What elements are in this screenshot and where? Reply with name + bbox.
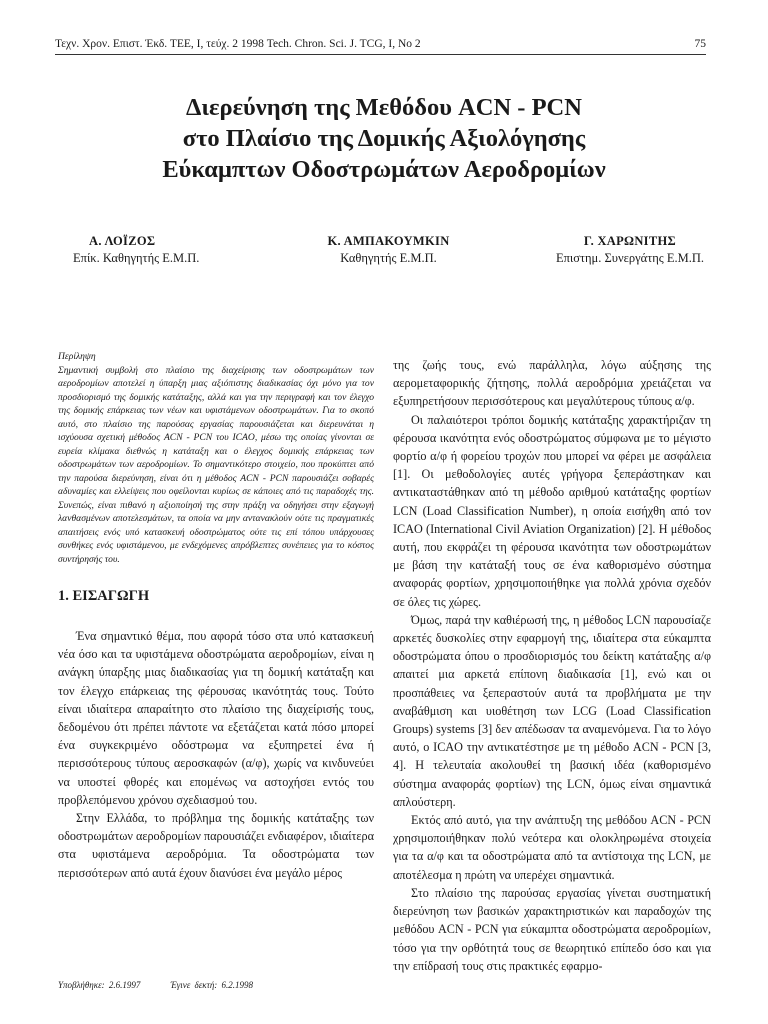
author-list: [55, 234, 706, 266]
right-column-body: [393, 356, 711, 975]
author-name: Κ. ΑΜΠΑΚΟΥΜΚΙΝ: [327, 234, 450, 248]
submitted-date: Υποβλήθηκε: 2.6.1997: [58, 980, 141, 990]
abstract: [58, 350, 374, 566]
author-2: [283, 234, 493, 266]
left-column: [58, 350, 374, 882]
paragraph: Στην Ελλάδα, το πρόβλημα της δομικής κατάταξης των οδοστρωμάτων αεροδρομίων παρουσιάζει ενδιαφέρον, ιδιαίτερα στα υφιστάμενα αεροδρόμια. Τα οδοστρώματα των περισσότερων από αυτά έχουν διανύσει ένα μεγάλο μέρος: [58, 811, 374, 880]
author-affiliation: Επίκ. Καθηγητής Ε.Μ.Π.: [73, 251, 200, 265]
author-affiliation: Επιστημ. Συνεργάτης Ε.Μ.Π.: [555, 251, 704, 265]
title-line-1: Διερεύνηση της Μεθόδου ACN - PCN: [186, 94, 582, 121]
paragraph: Όμως, παρά την καθιέρωσή της, η μέθοδος LCN παρουσίαζε αρκετές δυσκολίες στην εφαρμογή της, ιδιαίτερα στα εύκαμπτα οδοστρώματα όπου ο προσδιορισμός του δείκτη κατάταξης α/φ απαιτεί μια αρκετά επίπονη διαδικασία [1], ενώ και οι προσπάθειες να ξεπεραστούν αυτά τα προβλήματα με την αναβάθμιση και υιοθέτηση των LCG (Load Classification Groups) systems [3] δεν απέδωσαν τα αναμενόμενα. Για το λόγο αυτό, ο ICAO την αντικατέστησε με τη μέθοδο ACN - PCN [3, 4]. Η τελευταία ακολουθεί τη βασική ιδέα (καθορισμένο σύστημα αναφοράς φορτίων) της LCN, όμως είναι σημαντικά απλούστερη.: [393, 612, 711, 809]
section-1-body: [58, 627, 374, 882]
author-name: Α. ΛΟΪΖΟΣ: [89, 234, 156, 248]
paragraph: Εκτός από αυτό, για την ανάπτυξη της μεθόδου ACN - PCN χρησιμοποιήθηκαν πολύ νεότερα και ολοκληρωμένα στοιχεία για τα α/φ και τα οδοστρώματα από τα αντίστοιχα της LCN, με αποτέλεσμα η πρώτη να υπερέχει σημαντικά.: [393, 813, 711, 882]
abstract-heading: Περίληψη: [58, 351, 96, 362]
paragraph: Οι παλαιότεροι τρόποι δομικής κατάταξης χαρακτήριζαν τη φέρουσα ικανότητα ενός οδοστρώματος σύμφωνα με το μέγιστο φορτίο α/φ ή φορείου τροχών που μπορεί να φέρει με ασφάλεια [1]. Οι μεθοδολογίες αυτές γρήγορα ξεπεράστηκαν και αντικαταστάθηκαν από τη μέθοδο αριθμού κατάταξης φορτίων LCN (Load Classification Number), η οποία εισήχθη από τον ICAO (International Civil Aviation Organization) [2]. Η μέθοδος αυτή, που εκφράζει τη φέρουσα ικανότητα των οδοστρωμάτων με βάση την κατάταξή τους σε ένα καθορισμένο σύστημα αναφοράς φορτίων, χρησιμοποιήθηκε για πολλά χρόνια σχεδόν σε όλες τις χώρες.: [393, 412, 711, 609]
paragraph: Ένα σημαντικό θέμα, που αφορά τόσο στα υπό κατασκευή νέα όσο και τα υφιστάμενα οδοστρώματα αεροδρομίων, είναι η ανάγκη ύπαρξης μιας διαδικασίας για τη δομική κατάταξη και τον έλεγχο επάρκειας της φέρουσας ικανότητάς τους. Τούτο είναι ιδιαίτερα απαραίτητο στο πλαίσιο της διαχείρισής τους, δεδομένου ότι πρέπει πάντοτε να εξετάζεται κατά πόσο μπορεί ένα συγκεκριμένο οδόστρωμα να εξυπηρετεί ένα ή περισσότερους τύπους αεροσκαφών (α/φ), χωρίς να κινδυνεύει να υποστεί φθορές και επομένως να αστοχήσει εντός του προβλεπόμενου χρόνου σχεδιασμού του.: [58, 629, 374, 807]
right-column: [393, 356, 711, 975]
title-line-2: στο Πλαίσιο της Δομικής Αξιολόγησης: [182, 125, 586, 152]
author-affiliation: Καθηγητής Ε.Μ.Π.: [340, 251, 437, 265]
paragraph: Στο πλαίσιο της παρούσας εργασίας γίνεται συστηματική διερεύνηση των βασικών χαρακτηριστικών και παραδοχών της μεθόδου ACN - PCN για εύκαμπτα οδοστρώματα αεροδρομίων, τόσο για την ορθότητά τους σε θεωρητικό επίπεδο όσο και για την επίδρασή τους στις πρακτικές εφαρμο-: [393, 885, 711, 973]
author-1: [55, 234, 283, 266]
author-3: [494, 234, 706, 266]
accepted-date: Έγινε δεκτή: 6.2.1998: [170, 980, 254, 990]
author-name: Γ. ΧΑΡΩΝΙΤΗΣ: [583, 234, 676, 248]
abstract-text: Σημαντική συμβολή στο πλαίσιο της διαχείρισης των οδοστρωμάτων των αεροδρομίων αποτελεί η ύπαρξη μιας αξιόπιστης διαδικασίας όχι μόνο για τον προσδιορισμό της δομικής κατάταξης, αλλά και για την περιγραφή και τον έλεγχο της δομικής επάρκειας των νέων και υφιστάμενων οδοστρωμάτων. Για το σκοπό αυτό, στο πλαίσιο της παρούσας εργασίας παρουσιάζεται και διερευνάται η ισχύουσα σχετική μέθοδος ACN - PCN του ICAO, μέσω της οποίας γίνονται σε ευρεία κλίμακα διεθνώς η κατάταξη και ο έλεγχος δομικής επάρκειας των οδοστρωμάτων των αεροδρομίων. Το σημαντικότερο στοιχείο, που προκύπτει από την παρούσα διερεύνηση, είναι ότι η μέθοδος ACN - PCN παρουσιάζει σοβαρές αδυναμίες και ελλείψεις που οφείλονται κυρίως σε κάποιες από τις παραδοχές της. Συνεπώς, είναι πιθανό η αξιοποίησή της στην πράξη να οδηγήσει στην εξαγωγή λανθασμένων αποτελεσμάτων, τα οποία να μην αντανακλούν ούτε τις πραγματικές απαιτήσεις ενός υπό κατασκευή οδοστρώματος ούτε τις επί τόπου υπάρχουσες συνθήκες ενός υφιστάμενου, με ενδεχόμενες απρόβλεπτες συνέπειες για το κόστος συντήρησής του.: [58, 364, 374, 565]
paper-title: [60, 92, 708, 185]
paragraph: της ζωής τους, ενώ παράλληλα, λόγω αύξησης της αερομεταφορικής ζήτησης, πολλά αεροδρόμια χρειάζεται να εξυπηρετήσουν περισσότερους και μεγαλύτερους τύπους α/φ.: [393, 358, 711, 409]
section-heading: 1. ΕΙΣΑΓΩΓΗ: [58, 588, 150, 604]
submission-dates: [58, 980, 279, 990]
running-header: [55, 38, 706, 55]
page-number: 75: [694, 38, 706, 50]
journal-citation: Τεχν. Χρον. Επιστ. Έκδ. ΤΕΕ, Ι, τεύχ. 2 1998 Tech. Chron. Sci. J. TCG, I, No 2: [55, 38, 421, 50]
title-line-3: Εύκαμπτων Οδοστρωμάτων Αεροδρομίων: [162, 156, 606, 183]
